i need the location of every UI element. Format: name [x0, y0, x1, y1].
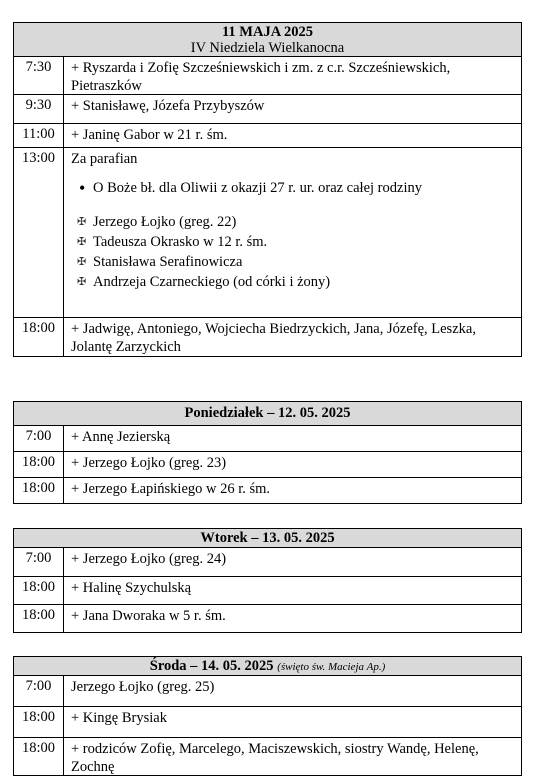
- table-header: [14, 402, 521, 426]
- mass-intention: + Kingę Brysiak: [71, 710, 167, 726]
- mass-intention: Jerzego Łojko (greg. 25): [71, 679, 215, 695]
- table-row: [14, 123, 521, 147]
- table-row: [14, 451, 521, 477]
- mass-time: 18:00: [14, 478, 64, 503]
- mass-intention: [64, 148, 521, 317]
- day-title: Środa – 14. 05. 2025: [149, 658, 274, 674]
- schedule-table-sunday: [13, 22, 522, 357]
- mass-intention: + rodziców Zofię, Marcelego, Maciszewskich, siostry Wandę, Helenę, Zochnę: [71, 741, 479, 775]
- list-item: ✠ Tadeusza Okrasko w 12 r. śm.: [71, 232, 517, 252]
- schedule-table-wednesday: [13, 656, 522, 776]
- intention-main: Za parafian: [71, 151, 138, 167]
- mass-time: 18:00: [14, 605, 64, 632]
- mass-intention: + Jana Dworaka w 5 r. śm.: [71, 608, 226, 624]
- mass-time: 18:00: [14, 738, 64, 775]
- day-subtitle: IV Niedziela Wielkanocna: [190, 40, 345, 56]
- table-header: [14, 657, 521, 676]
- table-row: [14, 548, 521, 576]
- mass-intention: + Jerzego Łojko (greg. 23): [71, 455, 227, 471]
- mass-time: 7:00: [14, 426, 64, 451]
- table-row: [14, 604, 521, 632]
- mass-intention: + Jerzego Łapińskiego w 26 r. śm.: [71, 481, 271, 497]
- table-row: [14, 94, 521, 123]
- table-row: [14, 706, 521, 737]
- day-title: Wtorek – 13. 05. 2025: [200, 530, 335, 546]
- mass-intention: + Ryszarda i Zofię Szcześniewskich i zm. z c.r. Szcześniewskich, Pietraszków: [71, 60, 451, 94]
- list-item: • O Boże bł. dla Oliwii z okazji 27 r. ur. oraz całej rodziny: [71, 178, 517, 198]
- mass-time: 7:00: [14, 676, 64, 706]
- mass-time: 18:00: [14, 452, 64, 477]
- mass-time: 18:00: [14, 318, 64, 356]
- table-header: [14, 23, 521, 57]
- list-item: ✠ Jerzego Łojko (greg. 22): [71, 212, 517, 232]
- mass-time: 18:00: [14, 707, 64, 737]
- schedule-table-monday: [13, 401, 522, 504]
- mass-time: 18:00: [14, 577, 64, 604]
- deceased-list: [71, 212, 517, 292]
- table-header: [14, 529, 521, 548]
- table-row: [14, 147, 521, 317]
- bullet-list: [71, 178, 517, 198]
- mass-time: 7:00: [14, 548, 64, 576]
- table-row: [14, 57, 521, 94]
- day-title: 11 MAJA 2025: [221, 24, 314, 40]
- mass-intention: + Jadwigę, Antoniego, Wojciecha Biedrzyckich, Jana, Józefę, Leszka, Jolantę Zarzyckich: [71, 321, 476, 355]
- mass-time: 13:00: [14, 148, 64, 317]
- day-title: Poniedziałek – 12. 05. 2025: [184, 405, 351, 421]
- feast-note: (święto św. Macieja Ap.): [277, 661, 386, 673]
- table-row: [14, 737, 521, 775]
- mass-time: 11:00: [14, 124, 64, 147]
- mass-time: 7:30: [14, 57, 64, 94]
- mass-intention: + Jerzego Łojko (greg. 24): [71, 551, 227, 567]
- mass-intention: + Annę Jezierską: [71, 429, 171, 445]
- table-row: [14, 676, 521, 706]
- mass-time: 9:30: [14, 95, 64, 123]
- mass-intention: + Stanisławę, Józefa Przybyszów: [71, 98, 265, 114]
- mass-intention: + Janinę Gabor w 21 r. śm.: [71, 127, 228, 143]
- list-item: ✠ Stanisława Serafinowicza: [71, 252, 517, 272]
- table-row: [14, 477, 521, 503]
- table-row: [14, 317, 521, 356]
- table-row: [14, 426, 521, 451]
- mass-intention: + Halinę Szychulską: [71, 580, 192, 596]
- schedule-table-tuesday: [13, 528, 522, 633]
- table-row: [14, 576, 521, 604]
- list-item: ✠ Andrzeja Czarneckiego (od córki i żony): [71, 272, 517, 292]
